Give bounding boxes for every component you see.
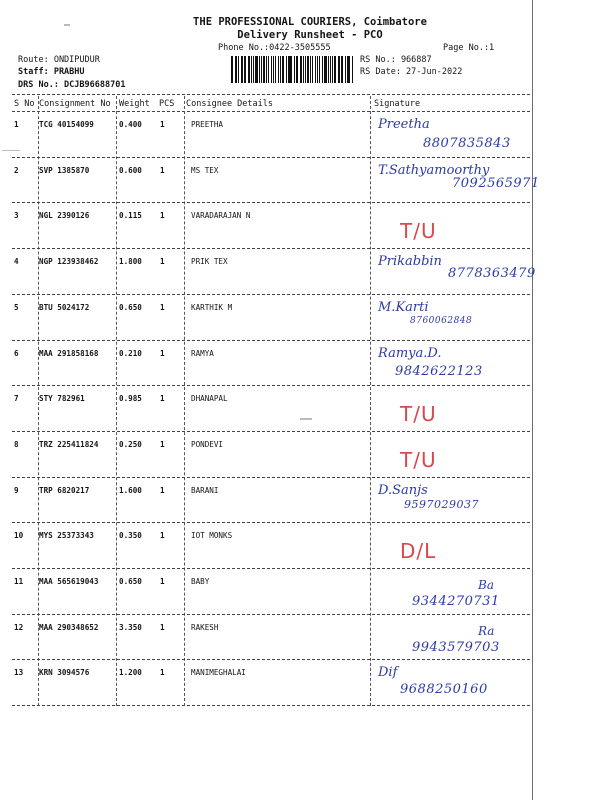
row-pcs: 1 [160,668,165,678]
signature-phone: 9688250160 [400,682,488,698]
row-sno: 4 [14,257,19,267]
row-sno: 8 [14,439,19,449]
signature-phone: 9597029037 [404,497,479,511]
scan-speck [2,150,20,151]
row-weight: 3.350 [119,622,142,632]
row-consignee: PRIK TEX [191,257,228,267]
row-sno: 1 [14,120,19,129]
row-sno: 9 [14,485,19,495]
row-divider [12,294,530,295]
signature-phone: 9344270731 [412,594,500,609]
row-consignment-no: SVP 1385870 [39,165,90,175]
row-consignee: RAKESH [191,622,219,632]
rs-date: RS Date: 27-Jun-2022 [360,67,463,77]
row-pcs: 1 [160,531,165,541]
row-consignment-no: BTU 5024172 [39,302,90,312]
row-consignment-no: MYS 25373343 [39,531,94,541]
header-bottom-line [12,111,530,112]
row-pcs: 1 [160,485,165,495]
signature-phone: 8807835843 [423,136,511,151]
row-consignee: VARADARAJAN N [191,211,251,221]
row-weight: 0.400 [119,120,142,129]
row-weight: 0.600 [119,165,142,175]
route-label: Route: ONDIPUDUR [18,55,100,65]
row-pcs: 1 [160,622,165,632]
row-weight: 0.350 [119,531,142,541]
signature-mark: T/U [400,402,437,427]
row-sno: 11 [14,577,24,586]
signature-phone: 9842622123 [395,363,483,379]
row-consignment-no: KRN 3094576 [39,668,90,678]
row-sno: 6 [14,348,19,358]
row-divider [12,568,530,569]
staff-label: Staff: PRABHU [18,67,85,77]
barcode [231,56,354,83]
row-consignment-no: STY 782961 [39,394,85,404]
row-consignee: KARTHIK M [191,302,233,312]
signature-scribble: M.Karti [378,299,429,315]
scan-speck [300,418,312,420]
row-pcs: 1 [160,348,165,358]
phone-number: Phone No.:0422-3505555 [218,43,331,53]
runsheet-title: Delivery Runsheet - PCO [237,29,383,41]
row-divider [12,431,530,432]
row-sno: 13 [14,668,24,678]
row-consignment-no: NGL 2390126 [39,211,90,221]
row-weight: 1.800 [119,257,142,267]
row-sno: 3 [14,211,19,221]
signature-scribble: Ba [478,578,494,592]
row-consignment-no: MAA 290348652 [39,622,99,632]
signature-mark: D/L [400,539,437,564]
row-weight: 0.650 [119,577,142,586]
column-header: PCS [159,99,175,109]
row-pcs: 1 [160,577,165,586]
row-divider [12,614,530,615]
signature-mark: T/U [400,219,437,244]
signature-scribble: Ra [478,623,495,638]
row-sno: 5 [14,302,19,312]
row-sno: 12 [14,622,24,632]
signature-phone: 7092565971 [452,175,540,191]
row-divider [12,157,530,158]
row-sno: 2 [14,165,19,175]
row-divider [12,705,530,706]
row-consignee: PONDEVI [191,439,224,449]
row-divider [12,248,530,249]
signature-mark: T/U [400,447,437,472]
row-consignee: RAMYA [191,348,214,358]
signature-phone: 8778363479 [448,266,536,282]
signature-scribble: Preetha [378,117,430,132]
page-number: Page No.:1 [443,43,495,53]
row-consignee: BABY [191,577,210,586]
row-consignment-no: MAA 291858168 [39,348,99,358]
row-pcs: 1 [160,165,165,175]
signature-scribble: Ramya.D. [378,345,442,361]
signature-scribble: T.Sathyamoorthy [378,162,490,178]
row-consignment-no: TRP 6820217 [39,485,90,495]
row-weight: 1.600 [119,485,142,495]
row-sno: 10 [14,531,24,541]
row-divider [12,340,530,341]
row-consignment-no: MAA 565619043 [39,577,99,586]
row-pcs: 1 [160,394,165,404]
column-header: Weight [119,99,150,109]
drs-number: DRS No.: DCJB96688701 [18,80,126,90]
signature-scribble: D.Sanjs [378,482,428,498]
row-pcs: 1 [160,257,165,267]
row-consignee: BARANI [191,485,219,495]
rs-number: RS No.: 966887 [360,55,432,65]
row-divider [12,385,530,386]
row-pcs: 1 [160,211,165,221]
row-consignment-no: NGP 123938462 [39,257,99,267]
column-header: Consignee Details [186,99,273,109]
row-consignment-no: TCG 40154099 [39,120,94,129]
signature-scribble: Dif [378,665,398,681]
row-consignee: IOT MONKS [191,531,233,541]
row-consignment-no: TRZ 225411824 [39,439,99,449]
signature-phone: 8760062848 [410,315,473,326]
row-weight: 1.200 [119,668,142,678]
column-header: Consignment No [39,99,111,109]
row-divider [12,477,530,478]
column-header: S No [14,99,35,109]
signature-phone: 9943579703 [412,639,500,655]
column-header: Signature [374,99,421,109]
row-consignee: PREETHA [191,120,224,129]
row-weight: 0.250 [119,439,142,449]
scan-speck [64,24,70,26]
row-sno: 7 [14,394,19,404]
row-consignee: DHANAPAL [191,394,228,404]
row-pcs: 1 [160,120,165,129]
row-pcs: 1 [160,439,165,449]
row-weight: 0.650 [119,302,142,312]
row-weight: 0.115 [119,211,142,221]
page-right-border [532,0,533,800]
row-pcs: 1 [160,302,165,312]
row-divider [12,522,530,523]
signature-scribble: Prikabbin [378,254,442,270]
row-weight: 0.210 [119,348,142,358]
row-consignee: MANIMEGHALAI [191,668,246,678]
row-consignee: MS TEX [191,165,219,175]
row-divider [12,202,530,203]
company-title: THE PROFESSIONAL COURIERS, Coimbatore [193,16,427,28]
row-weight: 0.985 [119,394,142,404]
header-top-line [12,94,530,95]
row-divider [12,659,530,660]
